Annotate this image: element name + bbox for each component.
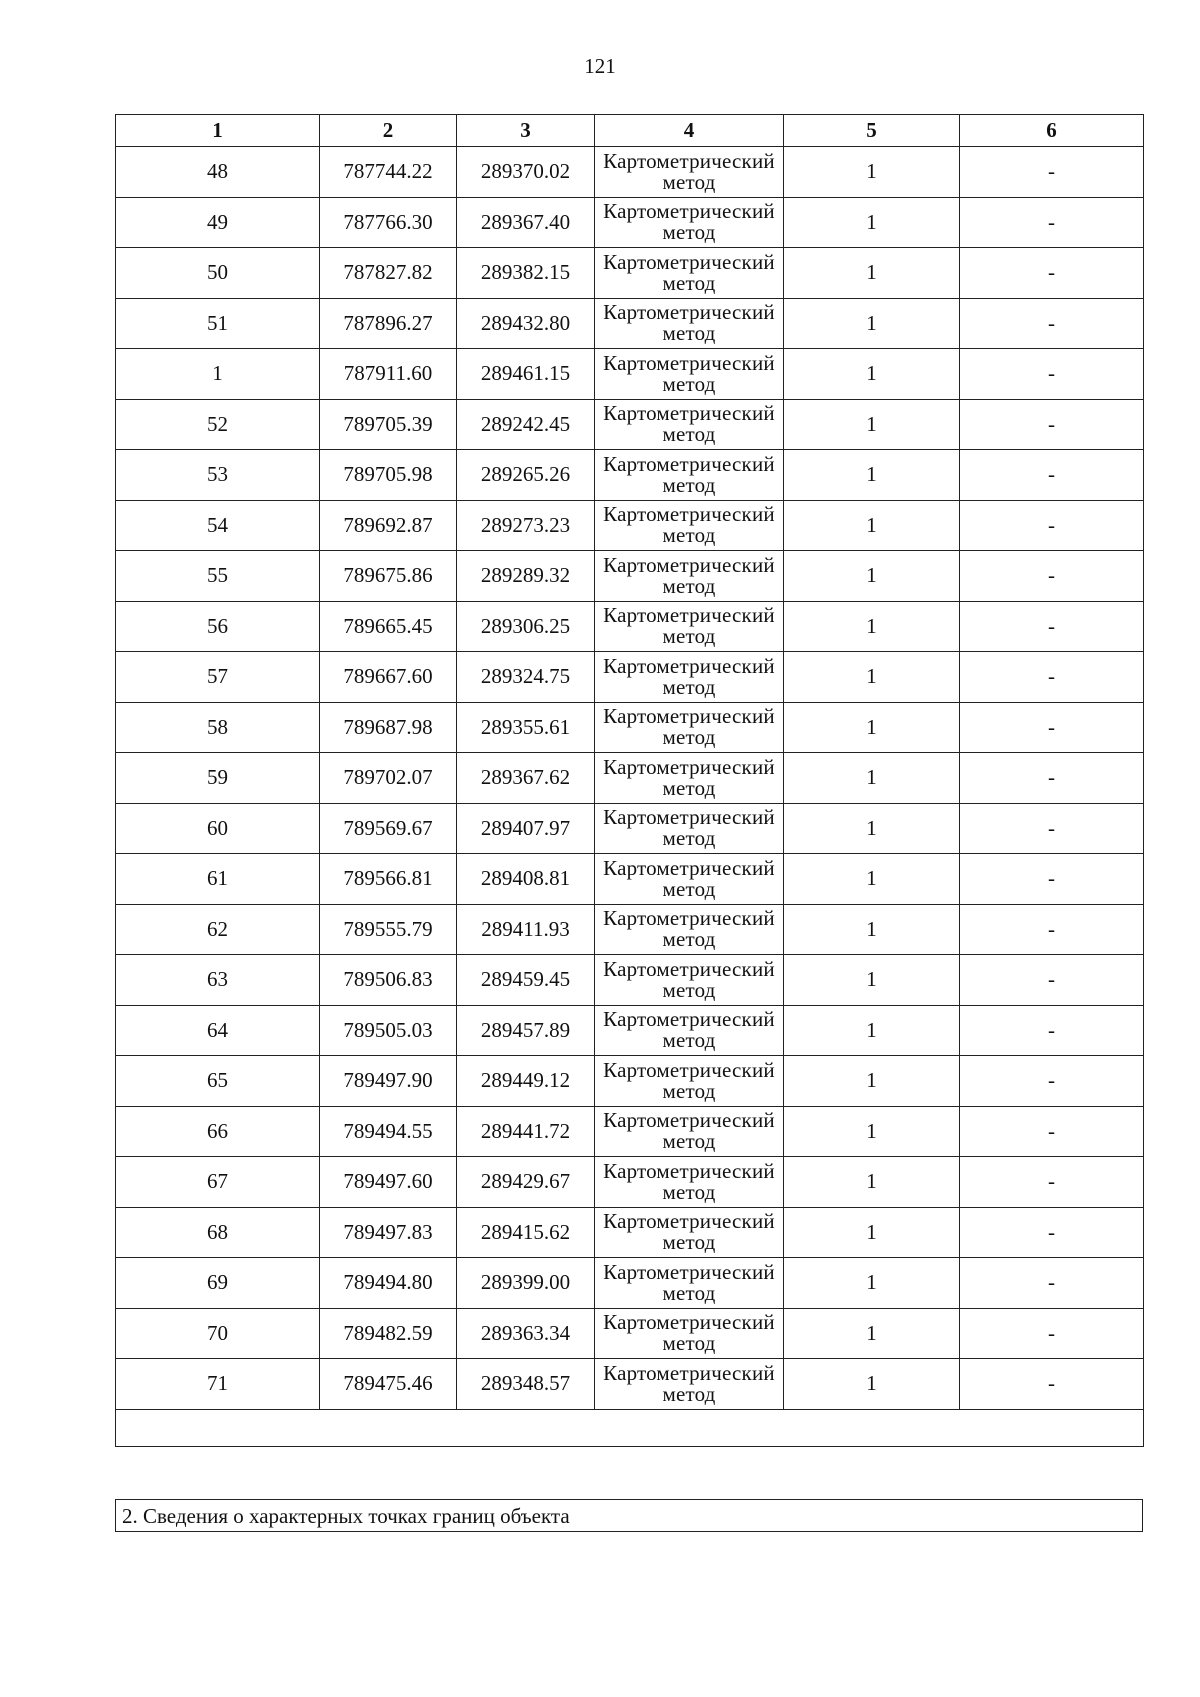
coordinate-y-cell: 289457.89 — [457, 1005, 595, 1056]
method-cell — [595, 450, 784, 501]
method-line-1: Картометрический — [603, 502, 775, 527]
point-number-cell: 62 — [116, 904, 320, 955]
description-cell: - — [960, 197, 1144, 248]
coordinate-x-cell: 789675.86 — [320, 551, 457, 602]
accuracy-cell: 1 — [784, 298, 960, 349]
method-line-2: метод — [662, 1381, 716, 1406]
description-cell: - — [960, 753, 1144, 804]
coordinate-x-cell: 789505.03 — [320, 1005, 457, 1056]
coordinate-x-cell: 787827.82 — [320, 248, 457, 299]
table-row — [116, 1005, 1144, 1056]
method-line-1: Картометрический — [603, 249, 775, 274]
header-row — [116, 115, 1144, 147]
description-cell: - — [960, 1056, 1144, 1107]
method-line-2: метод — [662, 371, 716, 396]
coordinate-x-cell: 789497.83 — [320, 1207, 457, 1258]
accuracy-cell: 1 — [784, 349, 960, 400]
coordinate-x-cell: 789705.98 — [320, 450, 457, 501]
method-cell — [595, 1106, 784, 1157]
accuracy-cell: 1 — [784, 753, 960, 804]
table-header — [116, 115, 1144, 147]
point-number-cell: 71 — [116, 1359, 320, 1410]
method-line-2: метод — [662, 624, 716, 649]
table-row — [116, 601, 1144, 652]
table-row — [116, 1258, 1144, 1309]
coordinate-x-cell: 789555.79 — [320, 904, 457, 955]
method-line-2: метод — [662, 725, 716, 750]
accuracy-cell: 1 — [784, 854, 960, 905]
header-col-3: 3 — [457, 115, 595, 147]
point-number-cell: 56 — [116, 601, 320, 652]
coordinate-y-cell: 289411.93 — [457, 904, 595, 955]
method-line-1: Картометрический — [603, 401, 775, 426]
table-row — [116, 399, 1144, 450]
coordinate-y-cell: 289242.45 — [457, 399, 595, 450]
description-cell: - — [960, 147, 1144, 198]
empty-row — [116, 1409, 1144, 1446]
coordinate-x-cell: 789475.46 — [320, 1359, 457, 1410]
coordinate-y-cell: 289273.23 — [457, 500, 595, 551]
point-number-cell: 61 — [116, 854, 320, 905]
table-row — [116, 1157, 1144, 1208]
method-cell — [595, 399, 784, 450]
method-line-2: метод — [662, 321, 716, 346]
coordinate-x-cell: 789702.07 — [320, 753, 457, 804]
point-number-cell: 63 — [116, 955, 320, 1006]
table-row — [116, 803, 1144, 854]
method-line-2: метод — [662, 1280, 716, 1305]
method-line-2: метод — [662, 220, 716, 245]
description-cell: - — [960, 1157, 1144, 1208]
coordinate-y-cell: 289306.25 — [457, 601, 595, 652]
method-line-2: метод — [662, 472, 716, 497]
accuracy-cell: 1 — [784, 147, 960, 198]
accuracy-cell: 1 — [784, 601, 960, 652]
method-line-1: Картометрический — [603, 1057, 775, 1082]
method-line-2: метод — [662, 1028, 716, 1053]
coordinate-x-cell: 787744.22 — [320, 147, 457, 198]
method-line-2: метод — [662, 270, 716, 295]
point-number-cell: 50 — [116, 248, 320, 299]
description-cell: - — [960, 904, 1144, 955]
table-row — [116, 955, 1144, 1006]
method-line-1: Картометрический — [603, 1007, 775, 1032]
table-row — [116, 1359, 1144, 1410]
table-row — [116, 450, 1144, 501]
method-cell — [595, 349, 784, 400]
method-line-2: метод — [662, 674, 716, 699]
header-col-6: 6 — [960, 115, 1144, 147]
coordinate-y-cell: 289415.62 — [457, 1207, 595, 1258]
description-cell: - — [960, 652, 1144, 703]
method-cell — [595, 500, 784, 551]
point-number-cell: 51 — [116, 298, 320, 349]
coordinate-x-cell: 789705.39 — [320, 399, 457, 450]
method-line-1: Картометрический — [603, 350, 775, 375]
method-line-2: метод — [662, 1179, 716, 1204]
point-number-cell: 55 — [116, 551, 320, 602]
accuracy-cell: 1 — [784, 197, 960, 248]
method-cell — [595, 1157, 784, 1208]
coordinate-x-cell: 789497.60 — [320, 1157, 457, 1208]
table-row — [116, 298, 1144, 349]
method-line-2: метод — [662, 826, 716, 851]
description-cell: - — [960, 500, 1144, 551]
coordinate-y-cell: 289367.62 — [457, 753, 595, 804]
coordinate-y-cell: 289348.57 — [457, 1359, 595, 1410]
table-body — [116, 147, 1144, 1447]
description-cell: - — [960, 450, 1144, 501]
point-number-cell: 65 — [116, 1056, 320, 1107]
description-cell: - — [960, 1005, 1144, 1056]
method-cell — [595, 753, 784, 804]
method-line-1: Картометрический — [603, 754, 775, 779]
point-number-cell: 60 — [116, 803, 320, 854]
method-cell — [595, 1308, 784, 1359]
table-row — [116, 349, 1144, 400]
coordinate-y-cell: 289370.02 — [457, 147, 595, 198]
method-line-1: Картометрический — [603, 552, 775, 577]
point-number-cell: 1 — [116, 349, 320, 400]
method-line-2: метод — [662, 927, 716, 952]
point-number-cell: 57 — [116, 652, 320, 703]
accuracy-cell: 1 — [784, 500, 960, 551]
coordinate-y-cell: 289441.72 — [457, 1106, 595, 1157]
point-number-cell: 48 — [116, 147, 320, 198]
accuracy-cell: 1 — [784, 1106, 960, 1157]
coordinate-x-cell: 789667.60 — [320, 652, 457, 703]
table-row — [116, 652, 1144, 703]
coordinate-x-cell: 789692.87 — [320, 500, 457, 551]
table-row — [116, 1056, 1144, 1107]
method-line-1: Картометрический — [603, 653, 775, 678]
method-cell — [595, 803, 784, 854]
table-row — [116, 1207, 1144, 1258]
method-line-2: метод — [662, 1129, 716, 1154]
description-cell: - — [960, 551, 1144, 602]
table-row — [116, 147, 1144, 198]
table-row — [116, 702, 1144, 753]
point-number-cell: 49 — [116, 197, 320, 248]
method-line-1: Картометрический — [603, 906, 775, 931]
coordinate-y-cell: 289363.34 — [457, 1308, 595, 1359]
method-cell — [595, 1359, 784, 1410]
accuracy-cell: 1 — [784, 803, 960, 854]
coordinate-x-cell: 789569.67 — [320, 803, 457, 854]
method-cell — [595, 1258, 784, 1309]
description-cell: - — [960, 1106, 1144, 1157]
method-line-2: метод — [662, 1078, 716, 1103]
method-line-2: метод — [662, 1331, 716, 1356]
description-cell: - — [960, 1308, 1144, 1359]
accuracy-cell: 1 — [784, 248, 960, 299]
coordinate-x-cell: 789566.81 — [320, 854, 457, 905]
header-col-2: 2 — [320, 115, 457, 147]
description-cell: - — [960, 955, 1144, 1006]
method-line-2: метод — [662, 775, 716, 800]
accuracy-cell: 1 — [784, 652, 960, 703]
accuracy-cell: 1 — [784, 1359, 960, 1410]
method-cell — [595, 904, 784, 955]
method-line-2: метод — [662, 422, 716, 447]
header-col-1: 1 — [116, 115, 320, 147]
method-line-1: Картометрический — [603, 855, 775, 880]
table-row — [116, 197, 1144, 248]
table-row — [116, 1308, 1144, 1359]
accuracy-cell: 1 — [784, 1056, 960, 1107]
accuracy-cell: 1 — [784, 1157, 960, 1208]
coordinate-x-cell: 787911.60 — [320, 349, 457, 400]
header-col-5: 5 — [784, 115, 960, 147]
description-cell: - — [960, 298, 1144, 349]
method-cell — [595, 551, 784, 602]
method-line-1: Картометрический — [603, 1360, 775, 1385]
coordinate-y-cell: 289461.15 — [457, 349, 595, 400]
table-row — [116, 753, 1144, 804]
point-number-cell: 70 — [116, 1308, 320, 1359]
method-line-1: Картометрический — [603, 1158, 775, 1183]
accuracy-cell: 1 — [784, 955, 960, 1006]
point-number-cell: 67 — [116, 1157, 320, 1208]
coordinate-y-cell: 289399.00 — [457, 1258, 595, 1309]
coordinate-x-cell: 789497.90 — [320, 1056, 457, 1107]
coordinate-y-cell: 289355.61 — [457, 702, 595, 753]
coordinate-x-cell: 789506.83 — [320, 955, 457, 1006]
accuracy-cell: 1 — [784, 551, 960, 602]
method-line-1: Картометрический — [603, 805, 775, 830]
coordinate-y-cell: 289459.45 — [457, 955, 595, 1006]
method-line-2: метод — [662, 876, 716, 901]
description-cell: - — [960, 1359, 1144, 1410]
point-number-cell: 59 — [116, 753, 320, 804]
coordinate-y-cell: 289367.40 — [457, 197, 595, 248]
method-line-2: метод — [662, 573, 716, 598]
coordinate-y-cell: 289289.32 — [457, 551, 595, 602]
method-line-1: Картометрический — [603, 1259, 775, 1284]
empty-cell — [116, 1409, 1144, 1446]
method-cell — [595, 197, 784, 248]
coordinate-y-cell: 289408.81 — [457, 854, 595, 905]
coordinate-x-cell: 787896.27 — [320, 298, 457, 349]
method-line-1: Картометрический — [603, 148, 775, 173]
accuracy-cell: 1 — [784, 399, 960, 450]
method-cell — [595, 1005, 784, 1056]
accuracy-cell: 1 — [784, 1308, 960, 1359]
accuracy-cell: 1 — [784, 1258, 960, 1309]
table-row — [116, 551, 1144, 602]
accuracy-cell: 1 — [784, 904, 960, 955]
method-line-1: Картометрический — [603, 1108, 775, 1133]
method-line-1: Картометрический — [603, 603, 775, 628]
method-line-1: Картометрический — [603, 956, 775, 981]
accuracy-cell: 1 — [784, 450, 960, 501]
coordinate-x-cell: 787766.30 — [320, 197, 457, 248]
header-col-4: 4 — [595, 115, 784, 147]
coordinate-y-cell: 289432.80 — [457, 298, 595, 349]
method-cell — [595, 854, 784, 905]
section-heading: 2. Сведения о характерных точках границ объекта — [115, 1499, 1143, 1532]
method-line-1: Картометрический — [603, 1209, 775, 1234]
description-cell: - — [960, 601, 1144, 652]
method-line-2: метод — [662, 523, 716, 548]
point-number-cell: 52 — [116, 399, 320, 450]
method-line-1: Картометрический — [603, 300, 775, 325]
coordinate-x-cell: 789665.45 — [320, 601, 457, 652]
method-cell — [595, 298, 784, 349]
coordinate-y-cell: 289382.15 — [457, 248, 595, 299]
method-line-1: Картометрический — [603, 704, 775, 729]
table-row — [116, 904, 1144, 955]
description-cell: - — [960, 803, 1144, 854]
method-cell — [595, 147, 784, 198]
point-number-cell: 53 — [116, 450, 320, 501]
accuracy-cell: 1 — [784, 1207, 960, 1258]
method-cell — [595, 955, 784, 1006]
table-row — [116, 1106, 1144, 1157]
point-number-cell: 64 — [116, 1005, 320, 1056]
coordinate-y-cell: 289429.67 — [457, 1157, 595, 1208]
description-cell: - — [960, 702, 1144, 753]
method-line-1: Картометрический — [603, 451, 775, 476]
method-line-2: метод — [662, 169, 716, 194]
method-line-1: Картометрический — [603, 1310, 775, 1335]
description-cell: - — [960, 349, 1144, 400]
description-cell: - — [960, 1207, 1144, 1258]
method-cell — [595, 601, 784, 652]
table-row — [116, 248, 1144, 299]
description-cell: - — [960, 1258, 1144, 1309]
description-cell: - — [960, 854, 1144, 905]
point-number-cell: 58 — [116, 702, 320, 753]
method-cell — [595, 702, 784, 753]
description-cell: - — [960, 248, 1144, 299]
method-line-1: Картометрический — [603, 199, 775, 224]
coordinate-x-cell: 789687.98 — [320, 702, 457, 753]
coordinates-table — [115, 114, 1144, 1447]
point-number-cell: 68 — [116, 1207, 320, 1258]
method-cell — [595, 248, 784, 299]
page-number: 121 — [584, 54, 616, 78]
description-cell: - — [960, 399, 1144, 450]
coordinate-y-cell: 289449.12 — [457, 1056, 595, 1107]
accuracy-cell: 1 — [784, 702, 960, 753]
accuracy-cell: 1 — [784, 1005, 960, 1056]
coordinate-y-cell: 289265.26 — [457, 450, 595, 501]
method-cell — [595, 1056, 784, 1107]
method-cell — [595, 652, 784, 703]
coordinate-y-cell: 289324.75 — [457, 652, 595, 703]
coordinate-x-cell: 789494.80 — [320, 1258, 457, 1309]
point-number-cell: 66 — [116, 1106, 320, 1157]
point-number-cell: 69 — [116, 1258, 320, 1309]
method-line-2: метод — [662, 977, 716, 1002]
table-row — [116, 500, 1144, 551]
coordinate-y-cell: 289407.97 — [457, 803, 595, 854]
coordinate-x-cell: 789482.59 — [320, 1308, 457, 1359]
point-number-cell: 54 — [116, 500, 320, 551]
method-cell — [595, 1207, 784, 1258]
method-line-2: метод — [662, 1230, 716, 1255]
coordinate-x-cell: 789494.55 — [320, 1106, 457, 1157]
table-row — [116, 854, 1144, 905]
